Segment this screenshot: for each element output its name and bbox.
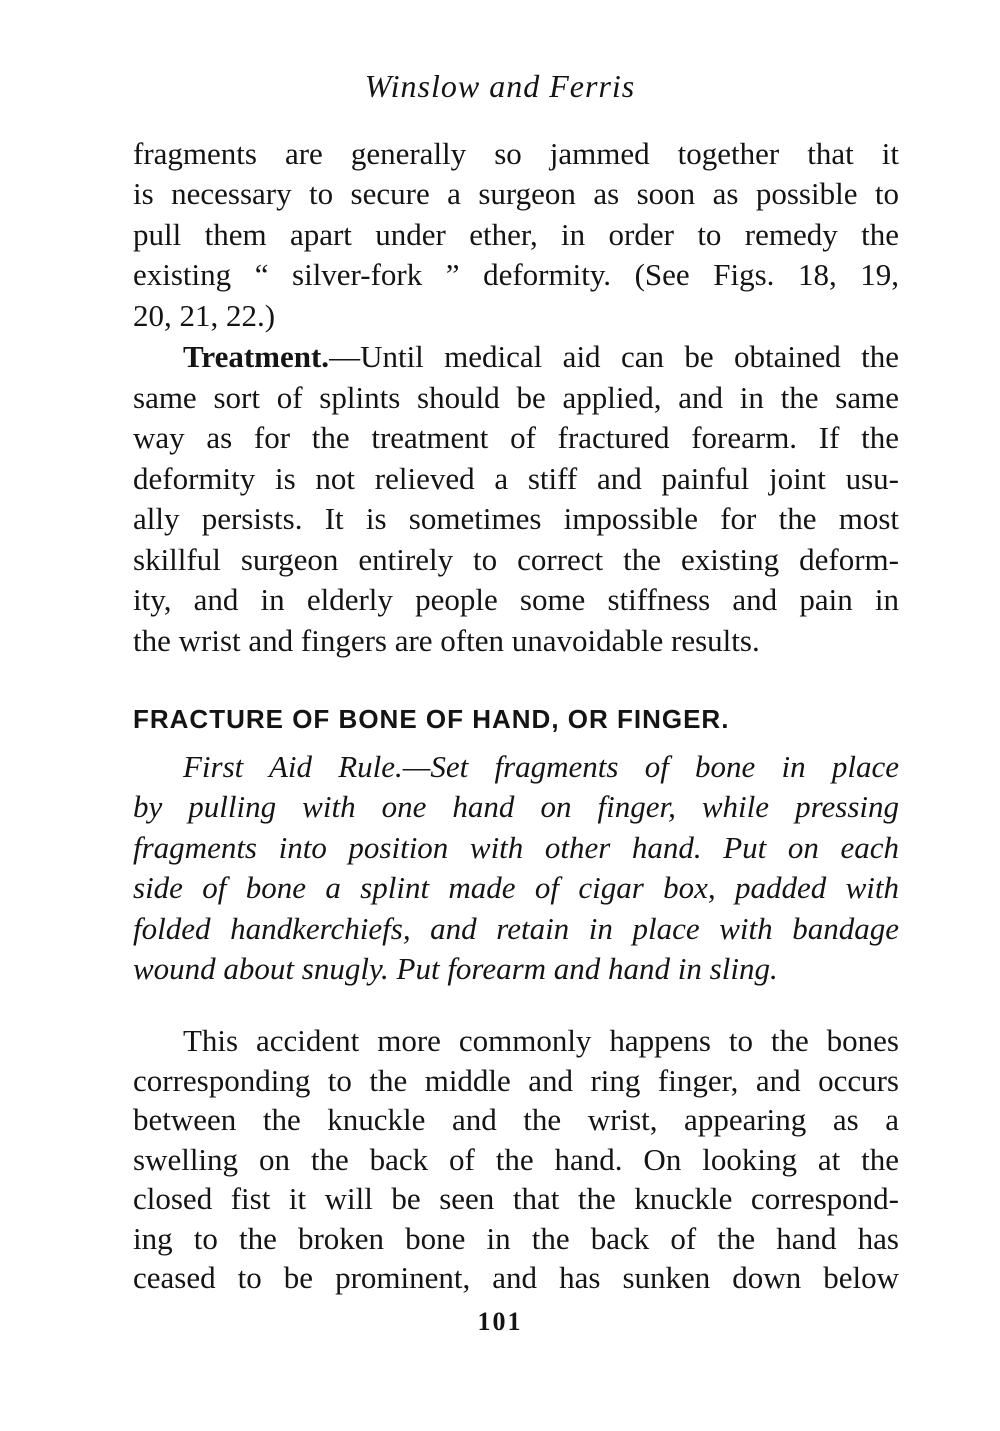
page-number: 101 bbox=[477, 1307, 523, 1336]
treatment-run-in-heading: Treatment. bbox=[183, 339, 330, 374]
text-line: 20, 21, 22.) bbox=[133, 298, 276, 333]
running-head: Winslow and Ferris bbox=[364, 68, 636, 104]
text-line: same sort of splints should be applied, and in the same bbox=[133, 380, 899, 415]
text-line: skillful surgeon entirely to correct the existing deform- bbox=[133, 542, 899, 577]
text-line: way as for the treatment of fractured forearm. If the bbox=[133, 420, 899, 455]
text-line: folded handkerchiefs, and retain in place with bandage bbox=[133, 911, 899, 946]
section-heading: FRACTURE OF BONE OF HAND, OR FINGER. bbox=[133, 704, 730, 734]
text-line: fragments are generally so jammed together that it bbox=[133, 136, 899, 171]
text-line: existing “ silver-fork ” deformity. (See Figs. 18, 19, bbox=[133, 257, 899, 292]
text-line: This accident more commonly happens to the bones bbox=[183, 1023, 899, 1058]
text-line: ing to the broken bone in the back of the hand has bbox=[133, 1221, 899, 1256]
text-line: pull them apart under ether, in order to remedy the bbox=[133, 217, 899, 252]
treatment-first-line-text: —Until medical aid can be obtained the bbox=[329, 339, 899, 374]
text-line: is necessary to secure a surgeon as soon as possible to bbox=[133, 176, 899, 211]
text-line: between the knuckle and the wrist, appearing as a bbox=[133, 1102, 899, 1137]
text-line: deformity is not relieved a stiff and painful joint usu- bbox=[133, 461, 899, 496]
text-line: wound about snugly. Put forearm and hand in sling. bbox=[133, 951, 778, 986]
text-line: corresponding to the middle and ring finger, and occurs bbox=[133, 1063, 899, 1098]
text-line: ally persists. It is sometimes impossible for the most bbox=[133, 501, 899, 536]
text-line: side of bone a splint made of cigar box, padded with bbox=[133, 870, 899, 905]
text-line: closed fist it will be seen that the knuckle correspond- bbox=[133, 1181, 899, 1216]
text-line: by pulling with one hand on finger, while pressing bbox=[133, 789, 899, 824]
text-line: ity, and in elderly people some stiffness and pain in bbox=[133, 582, 899, 617]
text-line bbox=[183, 337, 899, 377]
text-line: ceased to be prominent, and has sunken down below bbox=[133, 1260, 899, 1295]
text-line: swelling on the back of the hand. On looking at the bbox=[133, 1142, 899, 1177]
text-line: First Aid Rule.—Set fragments of bone in place bbox=[183, 749, 899, 784]
text-line: fragments into position with other hand. Put on each bbox=[133, 830, 899, 865]
text-line: the wrist and fingers are often unavoidable results. bbox=[133, 623, 760, 658]
